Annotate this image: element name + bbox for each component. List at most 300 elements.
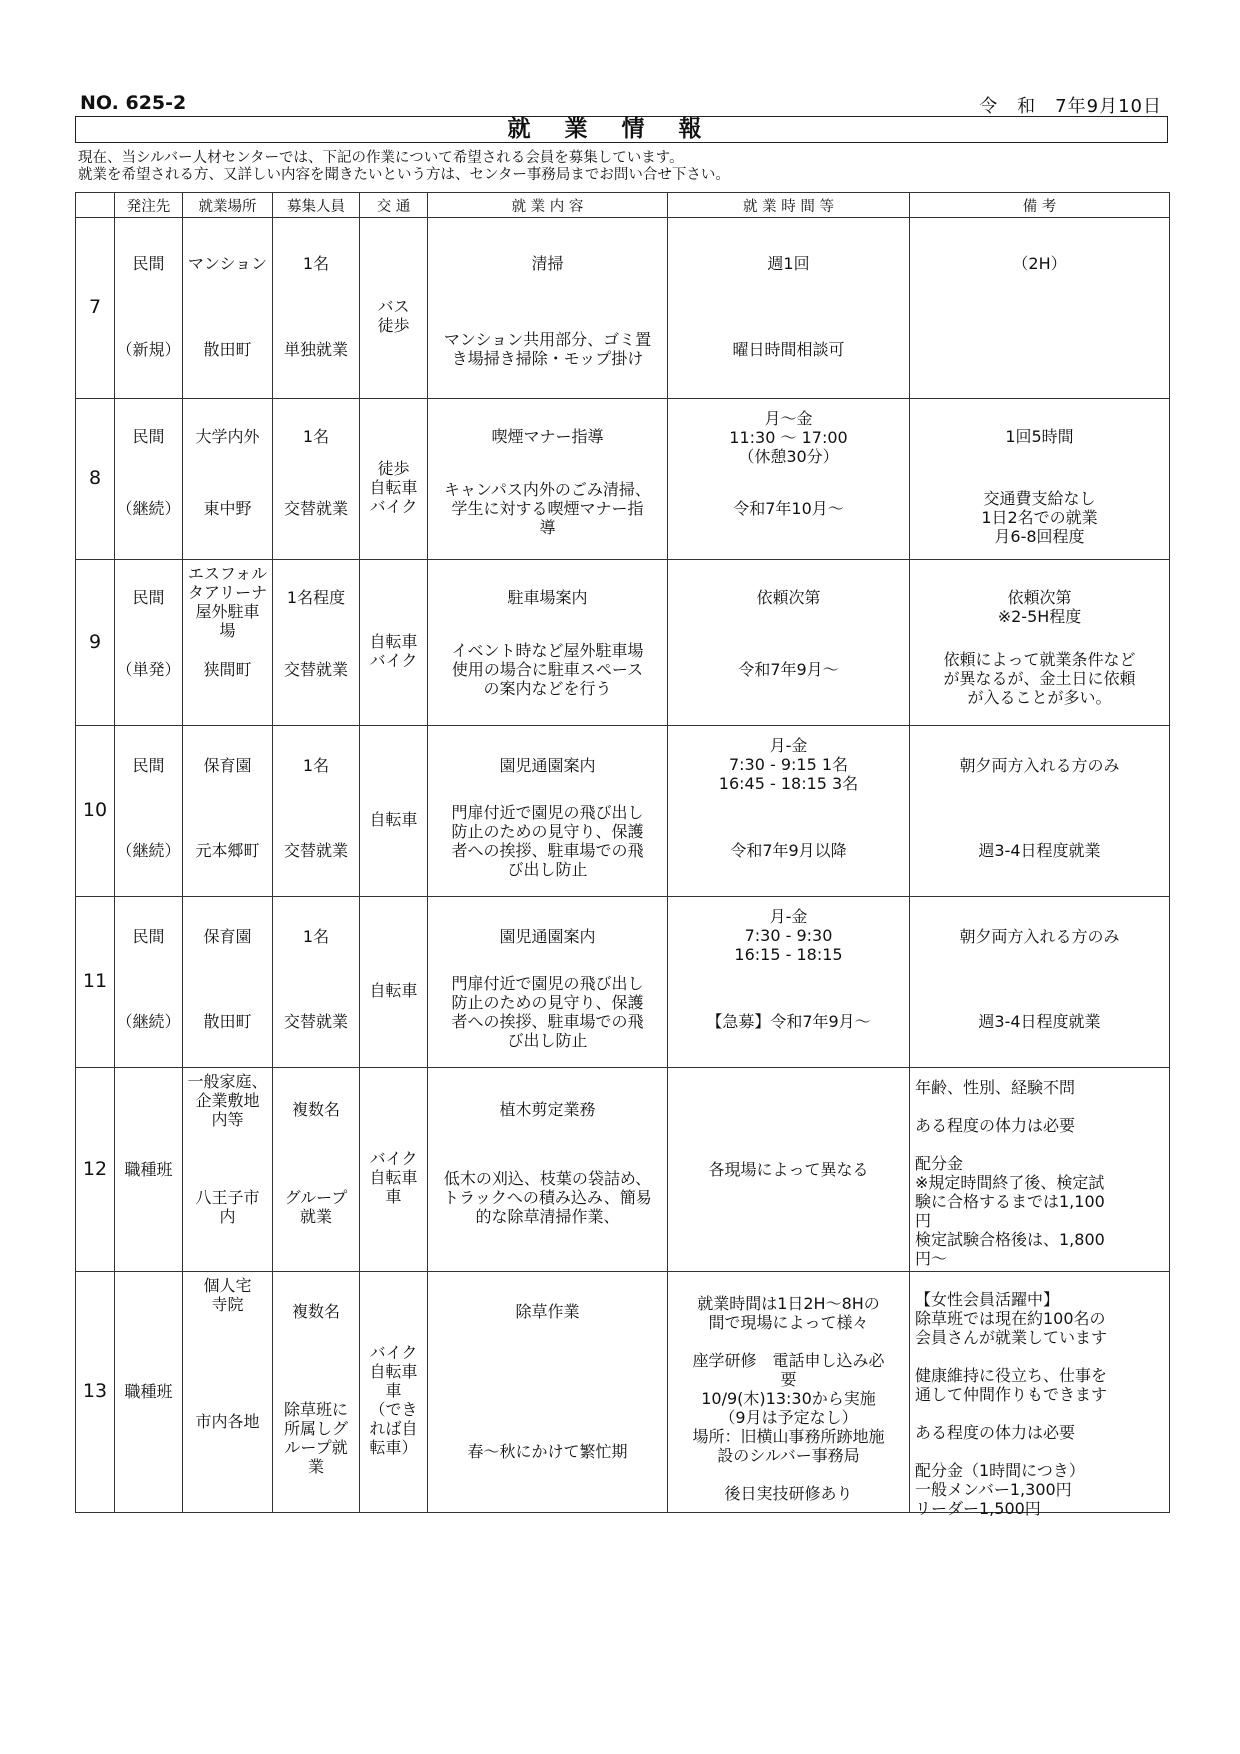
job-title-line: 喫煙マナー指導 <box>491 427 604 446</box>
job-description-line: 者への挨拶、駐車場での飛 <box>451 1012 644 1031</box>
client-name <box>115 927 182 946</box>
client-type-line: （継続） <box>116 499 181 518</box>
row-number: 11 <box>82 970 108 992</box>
place-name-line: 内等 <box>211 1110 244 1129</box>
job-description-line: 低木の刈込、枝葉の袋詰め、 <box>443 1169 652 1188</box>
work-style <box>273 1400 359 1476</box>
place-cell <box>183 897 273 1068</box>
people-cell <box>273 560 360 726</box>
col-header-place: 就業場所 <box>183 193 273 218</box>
work-style-line: 交替就業 <box>283 660 348 679</box>
time-start <box>668 660 909 679</box>
transport-line: 自転車 <box>369 980 418 1000</box>
time-schedule <box>668 588 909 607</box>
row-number-cell <box>76 897 115 1068</box>
row-number: 12 <box>82 1157 108 1180</box>
place-name-line: 保育園 <box>203 756 252 775</box>
place-cell <box>183 1272 273 1513</box>
notes-line: 【女性会員活躍中】 <box>915 1290 1060 1309</box>
client-name-line: 職種班 <box>124 1382 173 1401</box>
table-row <box>76 399 1170 560</box>
people-count-line: 1名 <box>302 756 330 775</box>
place-area <box>183 660 272 679</box>
transport-line: 自転車 <box>369 1168 418 1187</box>
transport <box>360 1343 427 1457</box>
transport-line: バイク <box>369 496 418 516</box>
notes-line: 通して仲間作りもできます <box>915 1385 1108 1404</box>
job-description-line: マンション共用部分、ゴミ置 <box>443 330 652 349</box>
notes-line: 円 <box>915 1211 932 1230</box>
job-description-line: キャンパス内外のごみ清掃、 <box>444 480 651 499</box>
job-title <box>428 254 667 273</box>
place-area <box>183 340 272 359</box>
job-description-line: 門扉付近で園児の飛び出し <box>451 974 644 993</box>
client-name-line: 民間 <box>132 756 165 775</box>
job-description-line: 的な除草清掃作業、 <box>475 1207 620 1226</box>
notes-line <box>915 1442 1167 1461</box>
client-name-line: 民間 <box>132 254 165 273</box>
time-schedule <box>668 254 909 273</box>
notes-line: 年齢、性別、経験不問 <box>915 1078 1076 1097</box>
transport-line: 自転車 <box>369 809 418 829</box>
notes-line: ある程度の体力は必要 <box>915 1423 1076 1442</box>
row-number: 10 <box>82 799 108 821</box>
intro-text <box>78 150 730 184</box>
job-cell <box>428 218 668 399</box>
job-description-line: 学生に対する喫煙マナー指 <box>451 499 644 518</box>
table-row <box>76 1272 1170 1513</box>
time-cell <box>668 560 910 726</box>
time-start <box>668 841 909 860</box>
job-cell <box>428 1272 668 1513</box>
job-description-line: び出し防止 <box>507 1031 588 1050</box>
document-date: 令 和 7年9月10日 <box>979 96 1162 117</box>
client-type <box>115 841 182 860</box>
work-style-line: ループ就 <box>284 1438 348 1457</box>
time-cell <box>668 1068 910 1272</box>
col-header-transport: 交 通 <box>360 193 428 218</box>
note-sub <box>910 650 1169 707</box>
notes-line <box>915 1404 1167 1423</box>
transport-line: 徒歩 <box>377 458 410 478</box>
table-row <box>76 218 1170 399</box>
job-title <box>428 756 667 775</box>
job-description-line: イベント時など屋外駐車場 <box>451 641 644 660</box>
transport-line: 自転車 <box>369 1362 418 1381</box>
note-sub-line: 1日2名での就業 <box>981 508 1098 527</box>
job-description-line: トラックへの積み込み、簡易 <box>443 1188 652 1207</box>
notes-cell <box>910 218 1170 399</box>
people-count-line: 1名 <box>302 427 330 446</box>
notes-line: 検定試験合格後は、1,800 <box>915 1230 1105 1249</box>
client-cell <box>115 399 183 560</box>
place-name <box>183 254 272 273</box>
place-name-line: 企業敷地 <box>195 1091 260 1110</box>
job-title-line: 園児通園案内 <box>499 756 596 775</box>
place-area <box>183 1412 272 1431</box>
place-cell <box>183 1068 273 1272</box>
transport <box>360 810 427 829</box>
row-number: 9 <box>88 630 102 653</box>
place-cell <box>183 560 273 726</box>
place-name-line: 個人宅 <box>203 1276 252 1295</box>
note-sub-line: 交通費支給なし <box>983 489 1096 508</box>
time-start-line: 令和7年9月～ <box>738 660 839 679</box>
notes-line: 会員さんが就業しています <box>915 1328 1108 1347</box>
time-schedule-line: 11:30 ～ 17:00 <box>729 428 848 447</box>
notes-line: 一般メンバー1,300円 <box>915 1480 1072 1499</box>
notes-line: ※規定時間終了後、検定試 <box>915 1173 1105 1192</box>
work-style <box>273 340 359 359</box>
time-start <box>668 340 909 359</box>
row-number: 8 <box>88 467 102 489</box>
notes-cell <box>910 726 1170 897</box>
job-description-line: び出し防止 <box>507 860 588 879</box>
time-details-line: 要 <box>780 1370 797 1389</box>
client-cell <box>115 1068 183 1272</box>
transport-cell <box>360 897 428 1068</box>
client-type-line: （継続） <box>116 1012 181 1031</box>
work-style-line: 就業 <box>299 1207 332 1226</box>
col-header-job: 就 業 内 容 <box>428 193 668 218</box>
people-count-line: 1名 <box>302 927 330 946</box>
transport-line: バイク <box>369 1343 418 1362</box>
people-cell <box>273 218 360 399</box>
place-name-line: 大学内外 <box>195 427 260 446</box>
place-name-line: 寺院 <box>211 1295 244 1314</box>
work-style <box>273 660 359 679</box>
transport-line: 転車） <box>369 1438 418 1457</box>
notes-line: 健康維持に役立ち、仕事を <box>915 1366 1108 1385</box>
table-row <box>76 726 1170 897</box>
note-sub-line: 週3-4日程度就業 <box>978 841 1101 860</box>
note-main-line: 朝夕両方入れる方のみ <box>959 756 1120 775</box>
col-header-no <box>76 193 115 218</box>
work-style <box>273 1012 359 1031</box>
job-cell <box>428 1068 668 1272</box>
note-sub <box>910 1012 1169 1031</box>
job-description <box>428 1169 667 1226</box>
job-cell <box>428 726 668 897</box>
time-schedule-line: 各現場によって異なる <box>708 1159 869 1179</box>
job-description-line: 春～秋にかけて繁忙期 <box>467 1442 628 1461</box>
notes-line: 配分金 <box>915 1154 964 1173</box>
table-header-row <box>76 193 1170 218</box>
transport-cell <box>360 726 428 897</box>
place-name <box>183 564 272 640</box>
time-schedule-line: 月～金 <box>764 409 813 428</box>
time-details-line <box>668 1332 909 1351</box>
job-description-line: 防止のための見守り、保護 <box>451 993 644 1012</box>
time-cell <box>668 726 910 897</box>
table-row <box>76 1068 1170 1272</box>
notes <box>915 1290 1167 1518</box>
client-type-line: （単発） <box>116 660 181 679</box>
time-start-line: 【急募】令和7年9月～ <box>706 1012 871 1031</box>
job-title <box>428 927 667 946</box>
table-row <box>76 560 1170 726</box>
job-title-line: 駐車場案内 <box>507 588 588 607</box>
transport <box>360 1149 427 1206</box>
client-name-line: 民間 <box>132 588 165 607</box>
time-schedule-line: 7:30 - 9:15 1名 <box>728 755 849 774</box>
transport-cell <box>360 1068 428 1272</box>
place-name-line: 屋外駐車 <box>195 602 260 621</box>
note-main <box>910 588 1169 626</box>
place-cell <box>183 399 273 560</box>
time-schedule-line: 依頼次第 <box>756 588 821 607</box>
place-name-line: 場 <box>219 621 236 640</box>
time-details-line: （9月は予定なし） <box>719 1408 858 1427</box>
time-start-line: 令和7年9月以降 <box>730 841 847 860</box>
note-sub <box>910 841 1169 860</box>
time-schedule <box>668 907 909 964</box>
time-schedule-line: 週1回 <box>767 254 810 273</box>
notes-line: リーダー1,500円 <box>915 1499 1041 1518</box>
note-main-line: 朝夕両方入れる方のみ <box>959 927 1120 946</box>
time-schedule <box>668 409 909 466</box>
people-count-line: 1名 <box>302 254 330 273</box>
people-count <box>273 427 359 446</box>
time-details-line: 間で現場によって様々 <box>708 1313 869 1332</box>
people-count <box>273 1302 359 1321</box>
note-main <box>910 927 1169 946</box>
place-area-line: 内 <box>219 1207 236 1226</box>
client-cell <box>115 1272 183 1513</box>
people-count <box>273 927 359 946</box>
work-style-line: 所属しグ <box>283 1419 348 1438</box>
job-description-line: の案内などを行う <box>483 679 612 698</box>
notes-line <box>915 1347 1167 1366</box>
place-cell <box>183 726 273 897</box>
job-description-line: 使用の場合に駐車スペース <box>451 660 644 679</box>
job-description <box>428 974 667 1050</box>
place-area <box>183 499 272 518</box>
page-title: 就業情報 <box>75 116 1168 143</box>
place-name-line: 保育園 <box>203 927 252 946</box>
place-name <box>183 427 272 446</box>
place-area-line: 狭間町 <box>203 660 252 679</box>
transport <box>360 459 427 516</box>
job-title <box>428 1100 667 1119</box>
job-table <box>75 192 1170 1518</box>
work-style <box>273 499 359 518</box>
job-title-line: 園児通園案内 <box>499 927 596 946</box>
note-main <box>910 756 1169 775</box>
client-type-line: （継続） <box>116 841 181 860</box>
client-cell <box>115 726 183 897</box>
client-type <box>115 499 182 518</box>
place-name <box>183 1072 272 1129</box>
transport <box>360 297 427 335</box>
transport-line: れば自 <box>369 1419 418 1438</box>
work-style-line: 交替就業 <box>283 1012 348 1031</box>
job-description-line: 者への挨拶、駐車場での飛 <box>451 841 644 860</box>
transport-line: 車 <box>385 1187 402 1206</box>
time-start-line: 曜日時間相談可 <box>732 340 845 359</box>
transport-line: 徒歩 <box>377 316 410 335</box>
time-details-line: 設のシルバー事務局 <box>717 1446 860 1465</box>
time-schedule-line: 7:30 - 9:30 <box>744 926 833 945</box>
work-style <box>273 841 359 860</box>
row-number-cell <box>76 560 115 726</box>
notes-line <box>915 1135 1167 1154</box>
client-cell <box>115 218 183 399</box>
client-name <box>115 427 182 446</box>
notes-cell <box>910 560 1170 726</box>
job-description-line: 防止のための見守り、保護 <box>451 822 644 841</box>
row-number: 13 <box>82 1380 108 1402</box>
transport-cell <box>360 218 428 399</box>
note-sub-line: 週3-4日程度就業 <box>978 1012 1101 1031</box>
people-count-line: 複数名 <box>291 1302 340 1321</box>
client-name-line: 職種班 <box>124 1159 173 1179</box>
col-header-people: 募集人員 <box>273 193 360 218</box>
client-type-line: （新規） <box>116 340 181 359</box>
transport-cell <box>360 1272 428 1513</box>
job-cell <box>428 399 668 560</box>
job-cell <box>428 897 668 1068</box>
client-cell <box>115 897 183 1068</box>
time-schedule-line: 16:45 - 18:15 3名 <box>718 774 859 793</box>
time-details-line: 就業時間は1日2H～8Hの <box>697 1294 880 1313</box>
place-name-line: タアリーナ <box>187 583 268 602</box>
transport-cell <box>360 399 428 560</box>
time-schedule-line: 月-金 <box>769 736 808 755</box>
time-schedule <box>668 1160 909 1179</box>
row-number: 7 <box>88 296 102 318</box>
work-style <box>273 1188 359 1226</box>
row-number-cell <box>76 1068 115 1272</box>
client-name-line: 民間 <box>132 427 165 446</box>
transport-line: バス <box>377 297 410 316</box>
people-cell <box>273 399 360 560</box>
notes-cell <box>910 1272 1170 1518</box>
place-area-line: 東中野 <box>203 499 252 518</box>
place-name <box>183 756 272 775</box>
row-number-cell <box>76 726 115 897</box>
transport-line: 自転車 <box>369 631 418 651</box>
place-name-line: マンション <box>187 254 268 273</box>
place-area <box>183 1012 272 1031</box>
notes-cell <box>910 1068 1170 1272</box>
time-cell <box>668 399 910 560</box>
people-count <box>273 756 359 775</box>
people-count-line: 複数名 <box>291 1100 340 1119</box>
job-description <box>428 641 667 698</box>
job-title <box>428 1302 667 1321</box>
job-description <box>428 330 667 368</box>
time-start-line: 令和7年10月～ <box>733 499 844 518</box>
work-style-line: 交替就業 <box>283 841 348 860</box>
col-header-client: 発注先 <box>115 193 183 218</box>
transport <box>360 981 427 1000</box>
job-description <box>428 480 667 537</box>
intro-line: 就業を希望される方、又詳しい内容を聞きたいという方は、センター事務局までお問い合せ下さい。 <box>78 167 730 183</box>
job-title <box>428 588 667 607</box>
place-name <box>183 1276 272 1314</box>
people-count-line: 1名程度 <box>286 588 346 607</box>
notes-cell <box>910 897 1170 1068</box>
place-area-line: 八王子市 <box>195 1188 260 1207</box>
time-cell <box>668 1272 910 1513</box>
job-title-line: 植木剪定業務 <box>499 1100 596 1119</box>
notes-line: 配分金（1時間につき） <box>915 1461 1085 1480</box>
row-number-cell <box>76 399 115 560</box>
time-start <box>668 499 909 518</box>
job-title-line: 除草作業 <box>515 1302 580 1321</box>
client-name <box>115 1160 182 1179</box>
client-name <box>115 254 182 273</box>
time-details-line: 場所：旧横山事務所跡地施 <box>692 1427 885 1446</box>
note-main <box>910 427 1169 446</box>
time-details-line: 10/9(木)13:30から実施 <box>701 1389 876 1408</box>
intro-line: 現在、当シルバー人材センターでは、下記の作業について希望される会員を募集しています。 <box>78 150 684 166</box>
time-schedule-line: 月-金 <box>769 907 808 926</box>
place-area <box>183 841 272 860</box>
note-sub-line: 月6-8回程度 <box>994 527 1085 546</box>
work-style-line: 交替就業 <box>283 499 348 518</box>
place-name-line: エスフォル <box>187 564 268 583</box>
client-type <box>115 340 182 359</box>
time-cell <box>668 218 910 399</box>
work-style-line: 単独就業 <box>283 340 348 359</box>
people-count <box>273 254 359 273</box>
note-main-line: （2H） <box>1012 254 1067 273</box>
client-cell <box>115 560 183 726</box>
time-schedule-line: 16:15 - 18:15 <box>734 945 843 964</box>
job-cell <box>428 560 668 726</box>
people-cell <box>273 726 360 897</box>
client-type <box>115 1012 182 1031</box>
note-sub-line: が異なるが、金土日に依頼 <box>943 669 1136 688</box>
note-sub <box>910 489 1169 546</box>
place-area-line: 元本郷町 <box>195 841 260 860</box>
document-number: NO. 625-2 <box>80 92 187 114</box>
time-details-line: 後日実技研修あり <box>724 1484 853 1503</box>
note-main-line: 1回5時間 <box>1005 427 1074 446</box>
time-details-line: 座学研修 電話申し込み必 <box>692 1351 885 1370</box>
job-title <box>428 427 667 446</box>
note-main <box>910 254 1169 273</box>
time-schedule <box>668 736 909 793</box>
transport-line: （でき <box>369 1400 418 1419</box>
transport <box>360 632 427 670</box>
time-schedule-line: （休憩30分） <box>738 447 839 466</box>
job-description-line: 導 <box>539 518 556 537</box>
notes-line: 除草班では現在約100名の <box>915 1309 1106 1328</box>
place-name <box>183 927 272 946</box>
transport-line: 自転車 <box>369 477 418 497</box>
row-number-cell <box>76 1272 115 1513</box>
people-count <box>273 588 359 607</box>
col-header-notes: 備 考 <box>910 193 1170 218</box>
work-style-line: 業 <box>307 1457 324 1476</box>
row-number-cell <box>76 218 115 399</box>
notes-cell <box>910 399 1170 560</box>
people-count <box>273 1100 359 1119</box>
work-style-line: 除草班に <box>283 1400 348 1419</box>
work-style-line: グループ <box>284 1188 348 1207</box>
transport-line: バイク <box>369 650 418 670</box>
job-description-line: 門扉付近で園児の飛び出し <box>451 803 644 822</box>
place-area-line: 散田町 <box>203 340 252 359</box>
transport-line: 車 <box>385 1381 402 1400</box>
job-title-line: 清掃 <box>531 254 564 273</box>
people-cell <box>273 1272 360 1513</box>
place-area-line: 市内各地 <box>195 1412 260 1431</box>
place-cell <box>183 218 273 399</box>
